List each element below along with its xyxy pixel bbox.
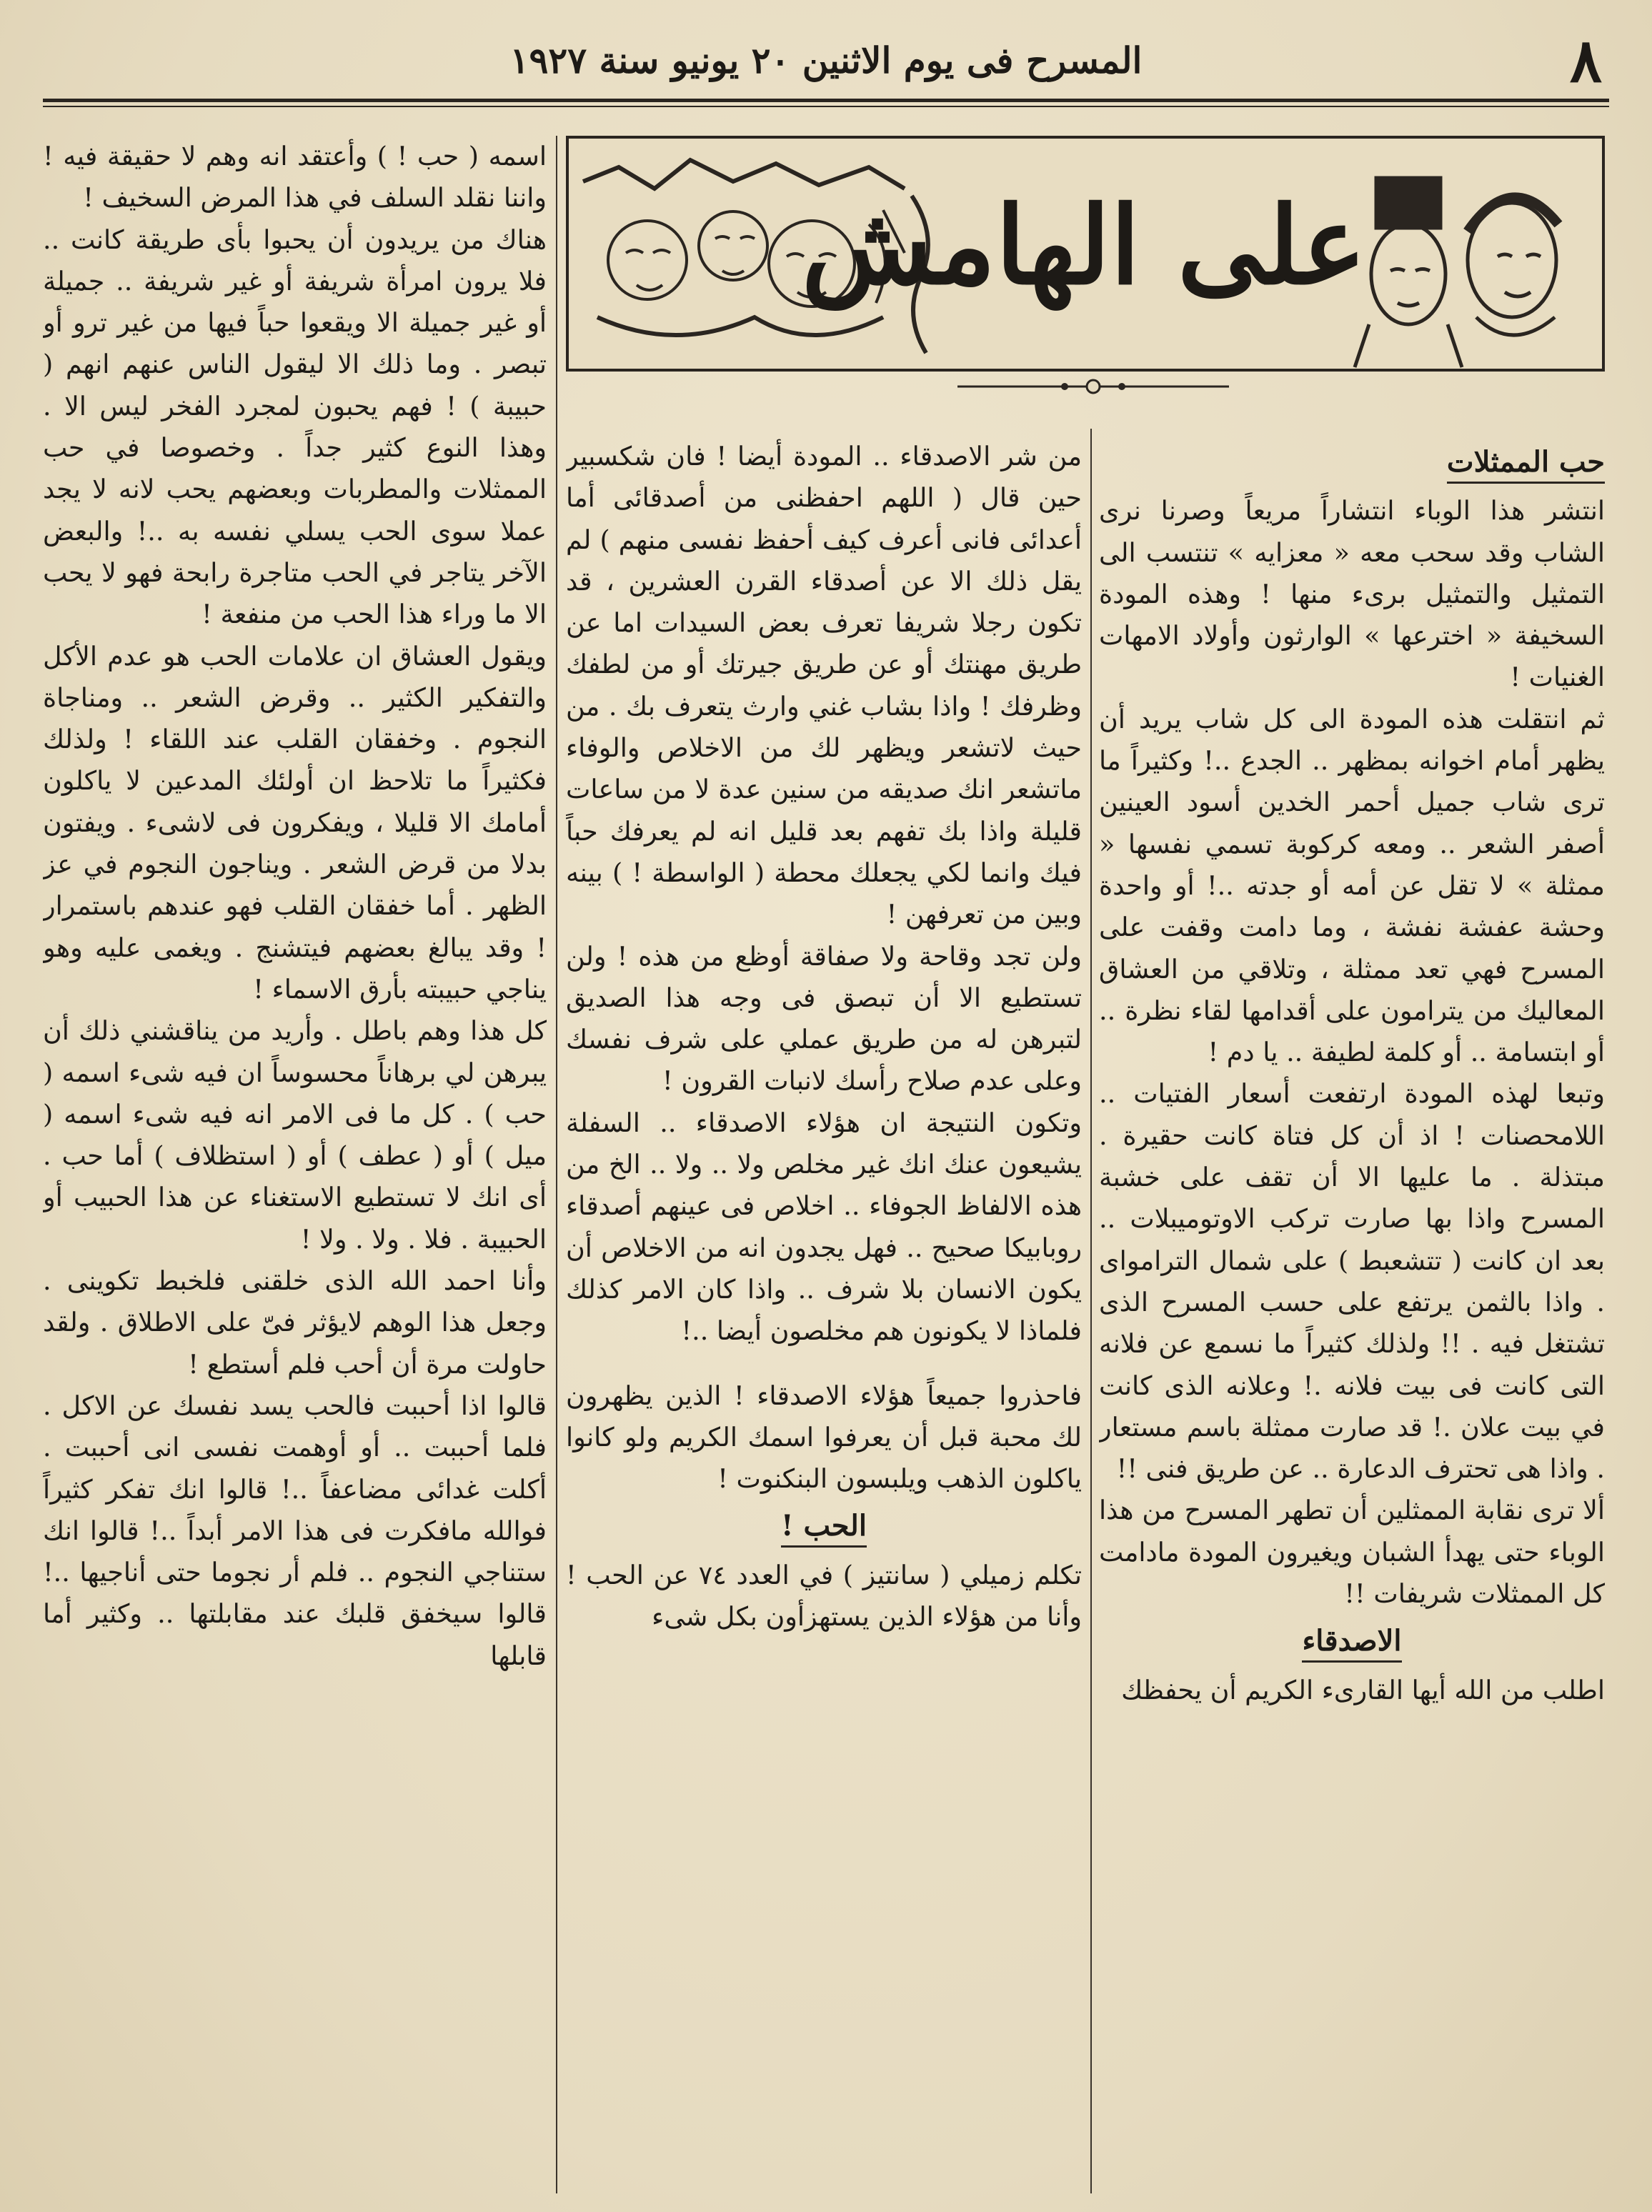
paragraph: اطلب من الله أيها القارىء الكريم أن يحفظك xyxy=(1121,1674,1605,1705)
page-number: ٨ xyxy=(1569,25,1602,96)
section-heading: الاصدقاء xyxy=(1099,1620,1605,1662)
paragraph: اسمه ( حب ! ) وأعتقد انه وهم لا حقيقة فيه ! واننا نقلد السلف في هذا المرض السخيف ! xyxy=(43,141,547,214)
dateline: المسرح فى يوم الاثنين ٢٠ يونيو سنة ١٩٢٧ xyxy=(509,39,1143,81)
section-heading: الحب ! xyxy=(566,1505,1082,1547)
column-rule xyxy=(1090,429,1092,2193)
header-rule-thin xyxy=(43,106,1609,107)
paragraph: وتبعا لهذه المودة ارتفعت أسعار الفتيات .. اللامحصنات ! اذ أن كل فتاة كانت حقيرة . مبتذلة . ما عليها الا أن تقف على خشبة المسرح واذا بها صارت تركب الاوتوميبلات .. بعد ان كانت ( تتشعبط ) على شمال الترامواى . واذا بالثمن يرتفع على حسب المسرح الذى تشتغل فيه . !! ولذلك كثيراً ما نسمع عن فلانه التى كانت فى بيت فلانه .! وعلانه الذى كانت في بيت علان .! قد صارت ممثلة باسم مستعار . واذا هى تحترف الدعارة .. عن طريق فنى !! xyxy=(1099,1078,1605,1485)
paragraph: انتشر هذا الوباء انتشاراً مريعاً وصرنا نرى الشاب وقد سحب معه « معزايه » تنتسب الى التمثيل والتمثيل برىء منها ! وهذه المودة السخيفة « اخترعها » الوارثون وأولاد الامهات الغنيات ! xyxy=(1099,495,1605,693)
banner-title: على الهامش xyxy=(801,183,1366,309)
page-header xyxy=(43,25,1609,96)
column-middle xyxy=(566,436,1082,2193)
paragraph: فاحذروا جميعاً هؤلاء الاصدقاء ! الذين يظهرون لك محبة قبل أن يعرفوا اسمك الكريم ولو كانوا ياكلون الذهب ويلبسون البنكنوت ! xyxy=(566,1380,1082,1495)
paragraph: وتكون النتيجة ان هؤلاء الاصدقاء .. السفلة يشيعون عنك انك غير مخلص ولا .. ولا .. الخ من هذه الالفاظ الجوفاء .. اخلاص فى عينهم أصدقاء روبابيكا صحيح .. فهل يجدون انه من الاخلاص أن يكون الانسان بلا شرف .. واذا كان الامر كذلك فلماذا لا يكونون هم مخلصون أيضا ..! xyxy=(566,1107,1082,1347)
paragraph: هناك من يريدون أن يحبوا بأى طريقة كانت .. فلا يرون امرأة شريفة أو غير شريفة .. جميلة أو غير جميلة الا ويقعوا حباً فيها من غير ترو أو تبصر . وما ذلك الا ليقول الناس عنهم انهم ( حبيبة ) ! فهم يحبون لمجرد الفخر ليس الا . وهذا النوع كثير جداً . وخصوصا في حب الممثلات والمطربات وبعضهم يحب لانه لا يجد عملا سوى الحب يسلي نفسه به ..! والبعض الآخر يتاجر في الحب متاجرة رابحة فهو لا يحب الا ما وراء هذا الحب من منفعة ! xyxy=(43,224,547,630)
masthead-banner xyxy=(566,136,1605,372)
paragraph: كل هذا وهم باطل . وأريد من يناقشني ذلك أن يبرهن لي برهاناً محسوساً ان فيه شىء اسمه ( حب ) . كل ما فى الامر انه فيه شىء اسمه ( ميل ) أو ( عطف ) أو ( استظلاف ) أما حب . أى انك لا تستطيع الاستغناء عن هذا الحبيب أو الحبيبة . فلا . ولا . ولا ! xyxy=(43,1015,547,1255)
paragraph: وأنا احمد الله الذى خلقنى فلخبط تكوينى . وجعل هذا الوهم لايؤثر فىّ على الاطلاق . ولقد حاولت مرة أن أحب فلم أستطع ! xyxy=(43,1265,547,1380)
section-heading: حب الممثلات xyxy=(1099,442,1605,483)
paragraph: تكلم زميلي ( سانتيز ) في العدد ٧٤ عن الحب ! وأنا من هؤلاء الذين يستهزأون بكل شىء xyxy=(566,1559,1082,1633)
paragraph: ولن تجد وقاحة ولا صفاقة أوظع من هذه ! ولن تستطيع الا أن تبصق فى وجه هذا الصديق لتبرهن له من طريق عملي على شرف نفسك وعلى عدم صلاح رأسك لانبات القرون ! xyxy=(566,940,1082,1097)
paragraph: ويقول العشاق ان علامات الحب هو عدم الأكل والتفكير الكثير .. وقرض الشعر .. ومناجاة النجوم . وخفقان القلب عند اللقاء ! ولذلك فكثيراً ما تلاحظ ان أولئك المدعين لا ياكلون أمامك الا قليلا ، ويفكرون فى لاشىء . ويفتون بدلا من قرض الشعر . ويناجون النجوم في عز الظهر . أما خفقان القلب فهو عندهم باستمرار ! وقد يبالغ بعضهم فيتشنج . ويغمى عليه وهو يناجي حبيبته بأرق الاسماء ! xyxy=(43,640,547,1005)
spacer xyxy=(566,1352,1082,1375)
ornament-divider-icon xyxy=(957,377,1229,396)
header-rule xyxy=(43,99,1609,102)
paragraph: ألا ترى نقابة الممثلين أن تطهر المسرح من هذا الوباء حتى يهدأ الشبان ويغيرون المودة مادامت كل الممثلات شريفات !! xyxy=(1099,1495,1605,1610)
paragraph: قالوا اذا أحببت فالحب يسد نفسك عن الاكل . فلما أحببت .. أو أوهمت نفسى انى أحببت . أكلت غدائى مضاعفاً ..! قالوا انك تفكر كثيراً فوالله مافكرت فى هذا الامر أبداً ..! قالوا انك ستناجي النجوم .. فلم أر نجوما حتى أناجيها ..! قالوا سيخفق قلبك عند مقابلتها .. وكثير أما قابلها xyxy=(43,1390,547,1671)
column-right xyxy=(1099,436,1605,2193)
column-left xyxy=(43,136,547,2193)
paragraph: ثم انتقلت هذه المودة الى كل شاب يريد أن يظهر أمام اخوانه بمظهر .. الجدع ..! وكثيراً ما ترى شاب جميل أحمر الخدين أسود العينين أصفر الشعر .. ومعه كركوبة تسمي نفسها « ممثلة » لا تقل عن أمه أو جدته ..! أو واحدة وحشة عفشة نفشة ، وما دامت وقفت على المسرح فهي تعد ممثلة ، وتلاقي من العشاق المعاليك من يترامون على أقدامها لقاء نظرة .. أو ابتسامة .. أو كلمة لطيفة .. يا دم ! xyxy=(1099,703,1605,1068)
column-rule xyxy=(556,136,557,2193)
paragraph: من شر الاصدقاء .. المودة أيضا ! فان شكسبير حين قال ( اللهم احفظنى من أصدقائى أما أعدائى فانى أعرف كيف أحفظ نفسى منهم ) لم يقل ذلك الا عن أصدقاء القرن العشرين ، قد تكون رجلا شريفا تعرف بعض السيدات اما عن طريق مهنتك أو عن طريق جيرتك أو من لطفك وظرفك ! واذا بشاب غني وارث يتعرف بك . من حيث لاتشعر ويظهر لك من الاخلاص والوفاء ماتشعر انك صديقه من سنين عدة لا من ساعات قليلة واذا بك تفهم بعد قليل انه لم يعرفك حباً فيك وانما لكي يجعلك محطة ( الواسطة ! ) بينه وبين من تعرفهن ! xyxy=(566,441,1082,930)
